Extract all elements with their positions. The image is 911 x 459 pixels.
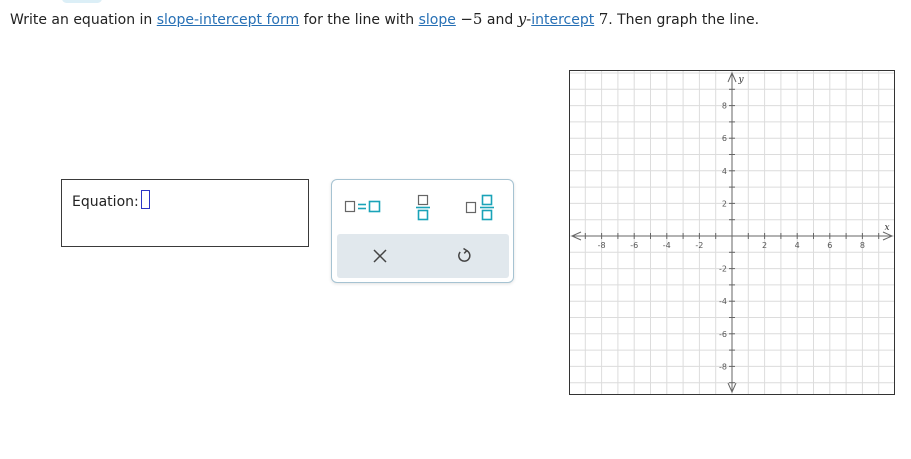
- slope-link[interactable]: slope: [418, 12, 456, 28]
- y-variable: y: [517, 10, 527, 28]
- y-tick-label: 4: [721, 166, 727, 176]
- y-tick-label: -4: [719, 297, 727, 307]
- question-text-5: . Then graph the line.: [608, 12, 760, 28]
- slope-intercept-form-link[interactable]: slope-intercept form: [156, 12, 300, 28]
- palette-action-bar: [337, 234, 509, 278]
- question-text-2: for the line with: [299, 12, 419, 28]
- axes: [572, 73, 892, 392]
- x-axis-name: x: [884, 223, 890, 233]
- equation-answer-box: [61, 179, 309, 247]
- y-tick-label: 8: [721, 101, 727, 111]
- x-tick-label: -6: [630, 241, 639, 250]
- math-palette: [331, 179, 514, 283]
- intercept-link[interactable]: intercept: [531, 12, 595, 28]
- x-tick-label: -8: [597, 241, 606, 250]
- x-tick-label: -4: [662, 241, 671, 250]
- y-tick-label: -2: [719, 264, 727, 274]
- fraction-template-icon: [415, 193, 431, 221]
- coordinate-graph[interactable]: [569, 70, 897, 401]
- reset-button[interactable]: [455, 247, 473, 265]
- question-text-3: and: [482, 12, 518, 28]
- tab-indicator: [62, 0, 102, 3]
- mixed-number-template-button[interactable]: [465, 193, 495, 221]
- intercept-value: 7: [598, 10, 609, 28]
- close-icon: [372, 248, 388, 264]
- question-text-1: Write an equation in: [10, 12, 157, 28]
- mixed-number-template-icon: [465, 193, 495, 221]
- question-prompt: [10, 10, 759, 28]
- x-tick-label: -2: [695, 241, 704, 250]
- equation-template-button[interactable]: [344, 198, 384, 216]
- x-tick-label: 2: [762, 241, 768, 250]
- x-tick-label: 4: [794, 241, 800, 250]
- equation-input[interactable]: [141, 190, 150, 209]
- question-text-4: -: [526, 12, 532, 28]
- fraction-template-button[interactable]: [415, 193, 431, 221]
- y-tick-label: -8: [719, 362, 727, 372]
- y-tick-label: -6: [719, 329, 727, 339]
- undo-icon: [455, 247, 473, 265]
- x-tick-label: 6: [827, 241, 833, 250]
- equation-template-icon: [344, 198, 384, 216]
- x-tick-label: 8: [859, 241, 865, 250]
- graph-canvas[interactable]: [569, 70, 897, 397]
- y-tick-label: 2: [721, 199, 727, 209]
- slope-value: −5: [460, 10, 483, 28]
- equation-label: Equation:: [72, 194, 139, 210]
- clear-button[interactable]: [372, 248, 388, 264]
- y-axis-name: y: [738, 75, 744, 85]
- y-tick-label: 6: [721, 134, 727, 144]
